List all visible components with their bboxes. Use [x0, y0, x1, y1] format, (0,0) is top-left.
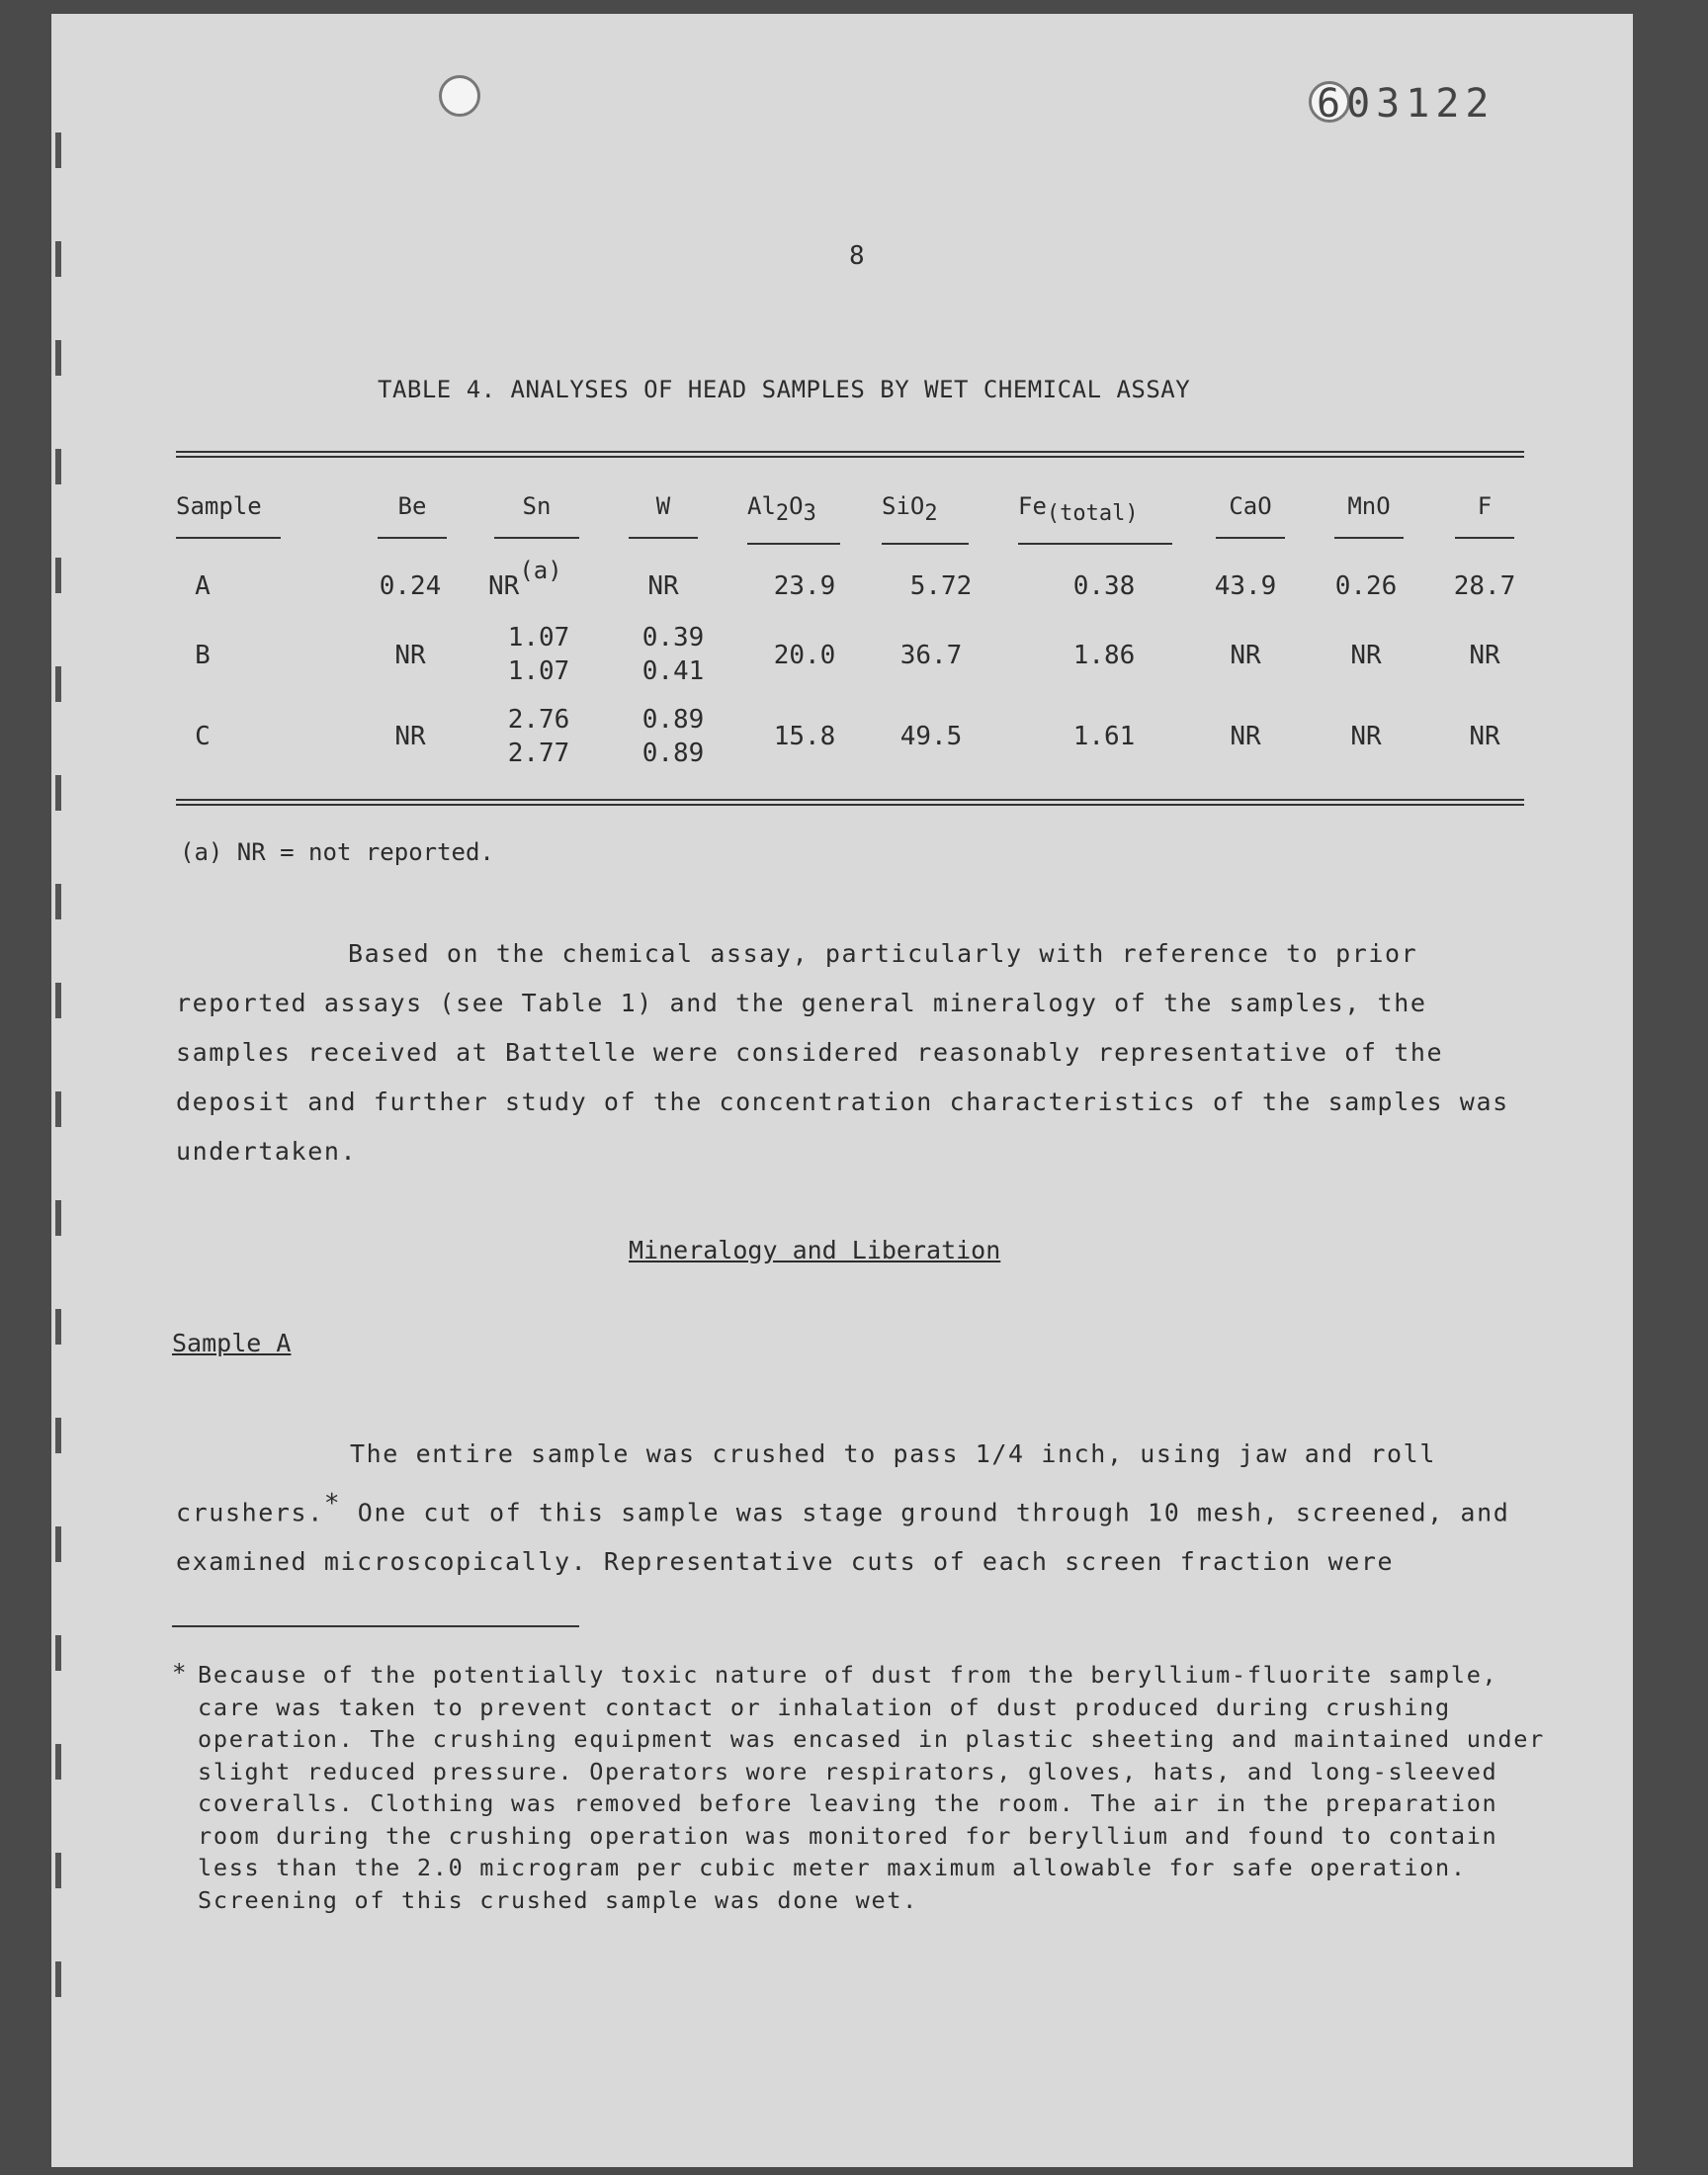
footnote-text: Because of the potentially toxic nature of dust from the beryllium-fluorite sample, care was taken to prevent contact or inhalation of dust produced during crushing operation. The crushing equipment was encased in plastic sheeting and maintained under slight reduced pressure. Operators wore respirators, gloves, hats, and long-sleeved coveralls. Clothing was removed before leaving the room. The air in the preparation room during the crushing operation was monitored for beryllium and found to contain less than the 2.0 microgram per cubic meter maximum allowable for safe operation. Screening of this crushed sample was done wet.	[198, 1661, 1545, 1914]
table-top-rule	[176, 451, 1524, 458]
column-header-sample: Sample	[176, 492, 281, 539]
cell-w: 0.39	[641, 623, 705, 652]
cell-w: NR	[647, 571, 679, 601]
cell-f: 28.7	[1453, 571, 1516, 601]
body-paragraph	[176, 1430, 1530, 1587]
column-header-f: F	[1455, 492, 1514, 539]
column-header-w: W	[629, 492, 698, 539]
table-title: TABLE 4. ANALYSES OF HEAD SAMPLES BY WET CHEMICAL ASSAY	[378, 376, 1191, 403]
page-number: 8	[849, 241, 865, 271]
cell-f: NR	[1469, 641, 1500, 670]
cell-fe: 1.86	[1072, 641, 1136, 670]
document-page	[51, 14, 1633, 2167]
cell-f: NR	[1469, 722, 1500, 751]
cell-w: 0.89	[641, 705, 705, 735]
column-header-sio2: SiO$_2$	[882, 492, 969, 545]
cell-cao: NR	[1230, 722, 1261, 751]
cell-sn-repeat: 2.77	[507, 739, 570, 768]
cell-mno: NR	[1350, 641, 1382, 670]
column-header-mno: MnO	[1334, 492, 1404, 539]
cell-al2o3: 20.0	[773, 641, 836, 670]
column-header-cao: CaO	[1216, 492, 1285, 539]
cell-be: NR	[394, 641, 426, 670]
cell-sn: 1.07	[507, 623, 570, 652]
cell-sio2: 36.7	[899, 641, 963, 670]
column-header-fe-total: $Fe_{(total)}$	[1018, 492, 1172, 545]
footnote-divider	[172, 1625, 579, 1627]
cell-sn-repeat: 1.07	[507, 656, 570, 686]
cell-sn: 2.76	[507, 705, 570, 735]
cell-fe: 0.38	[1072, 571, 1136, 601]
cell-be: NR	[394, 722, 426, 751]
subsection-heading: Sample A	[172, 1329, 292, 1357]
cell-w-repeat: 0.41	[641, 656, 705, 686]
table-bottom-rule	[176, 799, 1524, 806]
cell-cao: 43.9	[1214, 571, 1277, 601]
cell-fe: 1.61	[1072, 722, 1136, 751]
column-header-be: Be	[378, 492, 447, 539]
paragraph-text: One cut of this sample was stage ground through 10 mesh, screened, and examined microscopically. Representative cuts of each screen fraction were	[176, 1498, 1510, 1577]
cell-cao: NR	[1230, 641, 1261, 670]
cell-mno: NR	[1350, 722, 1382, 751]
cell-mno: 0.26	[1334, 571, 1398, 601]
document-number: 603122	[1317, 81, 1495, 127]
cell-sample: A	[195, 571, 211, 601]
cell-sio2: 5.72	[909, 571, 973, 601]
cell-w-repeat: 0.89	[641, 739, 705, 768]
cell-sample: B	[195, 641, 211, 670]
column-header-sn: Sn	[494, 492, 579, 539]
cell-sn: NR(a)	[488, 557, 562, 601]
cell-sample: C	[195, 722, 211, 751]
cell-be: 0.24	[379, 571, 442, 601]
cell-al2o3: 15.8	[773, 722, 836, 751]
cell-al2o3: 23.9	[773, 571, 836, 601]
paragraph-text: The entire sample was crushed to pass 1/4 inch, using jaw and roll crushers.	[176, 1439, 1436, 1527]
section-heading: Mineralogy and Liberation	[629, 1236, 1001, 1264]
footnote-marker: *	[323, 1489, 342, 1519]
cell-sio2: 49.5	[899, 722, 963, 751]
footnote-marker: *	[172, 1659, 187, 1687]
body-paragraph: Based on the chemical assay, particularly with reference to prior reported assays (see Table 1) and the general mineralogy of the samples, the samples received at Battelle were considered reasonably representative of the deposit and further study of the concentration characteristics of the samples was undertaken.	[176, 939, 1509, 1166]
column-header-al2o3: $Al_2O_3$	[747, 492, 840, 545]
binding-marks	[55, 132, 63, 2110]
table-footnote: (a) NR = not reported.	[180, 838, 494, 866]
punch-hole	[439, 75, 480, 117]
